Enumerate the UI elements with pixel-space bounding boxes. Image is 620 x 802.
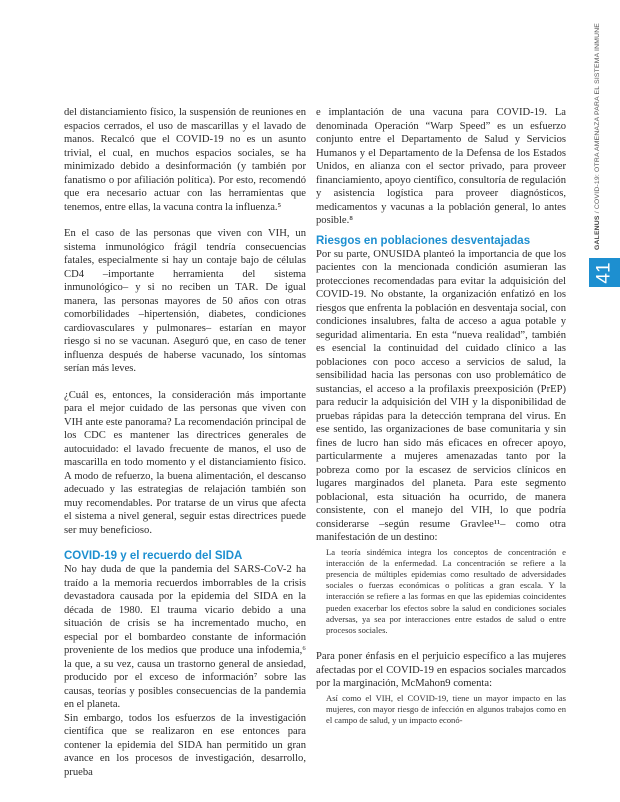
section-heading-covid-sida: COVID-19 y el recuerdo del SIDA: [64, 550, 243, 562]
left-paragraph-1: del distanciamiento físico, la suspensión de reuniones en espacios cerrados, el uso de mascarillas y el lavado de manos. Recalcó que el COVID-19 no es un asunto trivial, el cual, en muchos espacios sociales, se ha minimizado debido a desinformación (y también por fanatismo o por afiliación política). Por esto, recomendó que era necesario actuar con las herramientas que tenemos, entre ellas, la vacuna contra la influenza.⁵: [64, 107, 306, 213]
block-quote-sindemia: La teoría sindémica integra los conceptos de concentración e interacción de la enfermedad. La concentración se refiere a la presencia de múltiples epidemias como resultado de adversidades sociales o fuerzas económicas o políticas a gran escala. Y la interacción se refiere a las formas en que las epidemias coincidentes pueden exacerbar los efectos sobre la salud en condiciones sociales adversas, ya sea por interacciones entre estados de salud o entre procesos sociales.: [326, 546, 566, 635]
page-number-tab: [589, 258, 620, 287]
page-number: 41: [593, 261, 615, 284]
left-paragraph-3: ¿Cuál es, entonces, la consideración más importante para el mejor cuidado de las personas que viven con VIH ante este panorama? La recomendación principal de los CDC es mantener las directrices generales de autocuidado: el lavado frecuente de manos, el uso de mascarilla en todo momento y el distanciamiento físico. A modo de refuerzo, la buena alimentación, el descanso adecuado y las estrategias de relajación también son muy recomendables. Por tratarse de un virus que afecta el sistema a nivel general, seguir estas directrices puede ser muy beneficioso.: [64, 389, 306, 536]
right-paragraph-3: Para poner énfasis en el perjuicio específico a las mujeres afectadas por el COVID-19 en espacios sociales marcados por la marginación, McMahon9 comenta:: [316, 651, 566, 690]
right-paragraph-1: e implantación de una vacuna para COVID-19. La denominada Operación “Warp Speed” es un esfuerzo conjunto entre el Departamento de Salud y Servicios Humanos y el Departamento de la Defensa de los Estados Unidos, en alianza con el sector privado, para proveer financiamiento, apoyo científico, consultoría de regulación y asistencia logística para proveer diagnósticos, medicamentos y vacunas a la población general, lo antes posible.⁸: [316, 107, 566, 226]
block-quote-mcmahon: Así como el VIH, el COVID-19, tiene un mayor impacto en las mujeres, con mayor riesgo de infección en algunos trabajos como en el campo de salud, y un impacto econó-: [326, 692, 566, 726]
right-column: [316, 106, 566, 726]
journal-name: GALENUS: [594, 215, 601, 250]
left-column: [64, 106, 306, 779]
running-title: / COVID-19: OTRA AMENAZA PARA EL SISTEMA INMUNE: [594, 22, 601, 216]
section-heading-riesgos: Riesgos en poblaciones desventajadas: [316, 234, 531, 247]
left-paragraph-5: Sin embargo, todos los esfuerzos de la investigación científica que se realizaron en ese entonces para contener la epidemia del SIDA han permitido un gran avance en los procesos de investigación, desarrollo, prueba: [64, 712, 306, 778]
right-paragraph-2: Por su parte, ONUSIDA planteó la importancia de que los pacientes con la mencionada condición asumieran las protecciones recomendadas para evitar la adquisición del COVID-19. No obstante, la organización enfatizó en los riesgos que enfrenta la población en desventaja social, con condiciones insalubres, falta de acceso a agua potable y seguridad alimentaria. En esta “nueva realidad”, también es esencial la continuidad del cuidado clínico a las poblaciones con poco acceso a servicios de salud, la sensibilidad hacia las personas con uso problemático de sustancias, el acceso a la profilaxis preexposición (PrEP) para reducir la adquisición del VIH y la disponibilidad de pruebas rápidas para la detección temprana del virus. En ese sentido, las organizaciones de base comunitaria y sin fines de lucro han sido más eficaces en ofrecer apoyo, particularmente a mujeres amenazadas tanto por la pobreza como por la escasez de servicios clínicos en lugares marginados del planeta. Para este segmento poblacional, esta situación ha ocurrido, de manera consistente, con el manejo del VIH, lo que podría considerarse –según resume Gravlee¹¹– como otra manifestación de un destino:: [316, 248, 566, 543]
left-paragraph-2: En el caso de las personas que viven con VIH, un sistema inmunológico frágil tendría consecuencias fatales, especialmente si hay un contaje bajo de células CD4 –importante herramienta del sistema inmunológico– y si no reciben un TAR. De igual manera, las personas mayores de 50 años con otras comorbilidades –hipertensión, diabetes, condiciones cardiovasculares y pulmonares– estarían en mayor riesgo si no se vacunan. Aseguró que, en caso de tener influenza después de haberse vacunado, los síntomas serían más leves.: [64, 228, 306, 374]
running-head: [594, 10, 606, 250]
left-paragraph-4: No hay duda de que la pandemia del SARS-CoV-2 ha traído a la memoria recuerdos imborrables de la crisis devastadora causada por la epidemia del SIDA en la década de 1980. El trauma vicario debido a una situación de crisis se ha incrementado mucho, en especial por el bombardeo constante de información proveniente de los medios que produce una infodemia,⁶ la que, a su vez, causa un trastorno general de ansiedad, producido por el exceso de información⁷ sobre las causas, teorías y posibles consecuencias de la pandemia en el planeta.: [64, 564, 306, 710]
